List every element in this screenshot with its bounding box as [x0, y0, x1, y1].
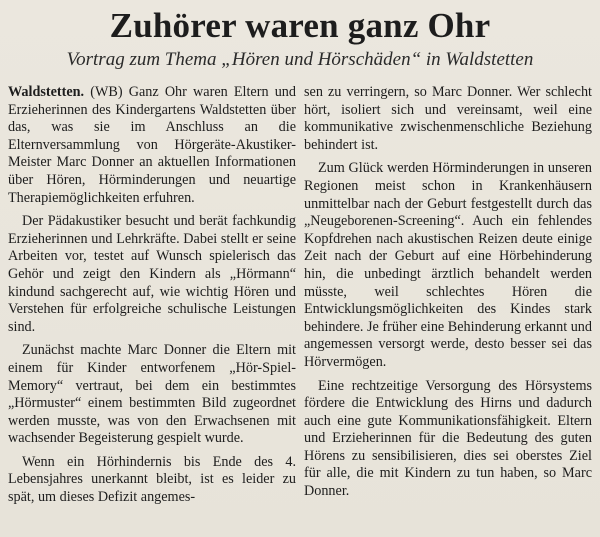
paragraph: Der Pädakustiker besucht und berät fachkundig Erzieherinnen und Lehrkräfte. Dabei stellt er seine Arbeiten vor, testet auf Wunsch spielerisch das Gehör und zeigt den Kindern als „Hörmann“ kindund sachgerecht auf, wie wichtig Hören und Verstehen für erfolgreiche schulische Leistungen sind.: [8, 213, 296, 335]
paragraph-text: (WB) Ganz Ohr waren Eltern und Erzieherinnen des Kindergartens Waldstetten über das, was sie im Anschluss an die Elternversammlung von Hörgeräte-Akustiker-Meister Marc Donner an aktuellen Informationen über Hören, Hörminderungen und neuartige Therapiemöglichkeiten erfuhren.: [8, 84, 296, 206]
paragraph: Wenn ein Hörhindernis bis Ende des 4. Lebensjahres unerkannt bleibt, ist es leider zu spät, um dieses Defizit angemes-: [8, 453, 296, 506]
right-column: [304, 84, 592, 507]
paragraph: [8, 84, 296, 207]
paragraph: Eine rechtzeitige Versorgung des Hörsystems fördere die Entwicklung des Hirns und dadurch auch eine gute Kommunikationsfähigkeit. Eltern und Erzieherinnen für die Bedeutung des guten Hörens zu sensibilisieren, dies sei oberstes Ziel für alle, die mit Kindern zu tun haben, so Marc Donner.: [304, 377, 592, 500]
paragraph: Zum Glück werden Hörminderungen in unseren Regionen meist schon in Krankenhäusern unmittelbar nach der Geburt festgestellt durch das „Neugeborenen-Screening“. Auch ein fehlendes Kopfdrehen nach akustischen Reizen deute einige Zeit nach der Geburt auf eine Hörbehinderung hin, die unbedingt ärztlich behandelt werden müsste, weil schlechtes Hören die Entwicklungsmöglichkeiten des Kindes stark behindere. Je früher eine Behinderung erkannt und angemessen versorgt werde, desto besser sei das Hörvermögen.: [304, 160, 592, 370]
paragraph: sen zu verringern, so Marc Donner. Wer schlecht hört, isoliert sich und vereinsamt, weil eine kommunikative zwischenmenschliche Beziehung behindert ist.: [304, 84, 592, 153]
headline: Zuhörer waren ganz Ohr: [109, 6, 491, 45]
paragraph: Zunächst machte Marc Donner die Eltern mit einem für Kinder entworfenem „Hör-Spiel-Memory“ vertraut, bei dem ein bestimmtes „Hörmuster“ einem bestimmten Bild zugeordnet werden musste, was von den Erwachsenen mit wachsender Begeisterung gespielt wurde.: [8, 342, 296, 447]
left-column: [8, 84, 296, 507]
subheadline: Vortrag zum Thema „Hören und Hörschäden“ in Waldstetten: [66, 49, 534, 70]
dateline: Waldstetten.: [8, 84, 85, 100]
article-body: [8, 84, 592, 507]
